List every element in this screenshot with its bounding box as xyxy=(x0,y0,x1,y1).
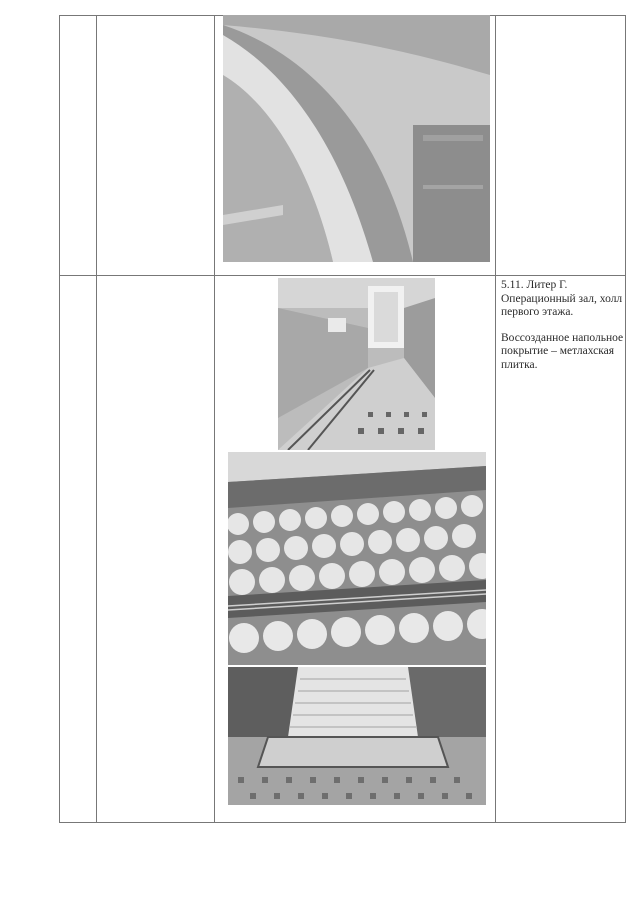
row-description xyxy=(501,279,625,385)
col-divider-1 xyxy=(59,15,60,823)
table-border-bottom xyxy=(59,822,626,823)
photo-note: Воссозданное напольное покрытие – метлахская плитка. xyxy=(501,331,624,371)
photo-vaulted-ceiling xyxy=(223,15,490,262)
photo-stairs xyxy=(228,667,486,805)
photo-caption: 5.11. Литер Г. Операционный зал, холл первого этажа. xyxy=(501,279,623,319)
col-divider-2 xyxy=(96,15,97,823)
col-divider-3 xyxy=(214,15,215,823)
photo-floor-tiles xyxy=(228,452,486,665)
photo-corridor xyxy=(278,278,435,450)
col-divider-5 xyxy=(625,15,626,823)
col-divider-4 xyxy=(495,15,496,823)
row-divider xyxy=(59,275,626,276)
